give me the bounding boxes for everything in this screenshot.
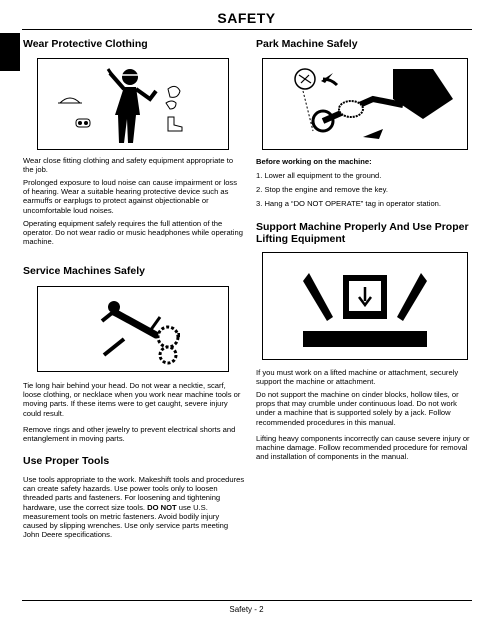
tools-paragraph — [23, 475, 245, 539]
park-step-2: 2. Stop the engine and remove the key. — [256, 185, 388, 194]
wear-paragraph-3: Operating equipment safely requires the full attention of the operator. Do not wear radio or music headphones while operating machine. — [23, 219, 243, 247]
support-paragraph-3: Lifting heavy components incorrectly can cause severe injury or machine damage. Follow recommended procedure for removal and installation of components in the manual. — [256, 434, 470, 462]
wear-paragraph-1: Wear close fitting clothing and safety equipment appropriate to the job. — [23, 156, 234, 175]
figure-service-machines — [37, 286, 229, 372]
park-step-3: 3. Hang a “DO NOT OPERATE” tag in operator station. — [256, 199, 441, 208]
tools-text-do-not: DO NOT — [147, 502, 177, 512]
heading-service-machines-safely: Service Machines Safely — [23, 265, 145, 277]
footer-rule — [22, 600, 472, 601]
park-lead: Before working on the machine: — [256, 157, 372, 166]
wear-paragraph-2: Prolonged exposure to loud noise can cause impairment or loss of hearing. Wear a suitable hearing protective device such as earmuffs or earplugs to protect against objectionable or uncomfortable loud noises. — [23, 178, 238, 215]
heading-use-proper-tools: Use Proper Tools — [23, 455, 110, 467]
support-paragraph-1: If you must work on a lifted machine or attachment, securely support the machine or attachment. — [256, 368, 459, 387]
service-paragraph-1: Tie long hair behind your head. Do not wear a necktie, scarf, loose clothing, or necklace when you work near machine tools or moving parts. If these items were to get caught, severe injury could result. — [23, 381, 241, 418]
figure-support-machine — [262, 252, 468, 360]
park-step-1: 1. Lower all equipment to the ground. — [256, 171, 382, 180]
crushing-hazard-illustration — [263, 253, 467, 359]
figure-park-machine — [262, 58, 468, 150]
header-rule — [22, 29, 472, 30]
tools-text-b: use U.S. measurement tools on metric fasteners. Avoid bodily injury caused by slipping wrenches. Use only service parts meeting John Deere specifications. — [23, 502, 229, 540]
heading-support-machine: Support Machine Properly And Use Proper Lifting Equipment — [256, 221, 469, 245]
page-footer: Safety - 2 — [229, 605, 264, 614]
tools-text-a: Use tools appropriate to the work. Makeshift tools and procedures can create safety hazards. Use power tools only to loosen threaded parts and fasteners. For loosening and tightening hardware, use the correct size tools. — [23, 475, 245, 512]
service-paragraph-2: Remove rings and other jewelry to prevent electrical shorts and entanglement in moving parts. — [23, 425, 236, 444]
section-tab — [0, 33, 20, 71]
page-header-title: SAFETY — [217, 10, 276, 26]
protective-clothing-illustration — [38, 59, 228, 149]
park-machine-illustration — [263, 59, 467, 149]
heading-wear-protective-clothing: Wear Protective Clothing — [23, 38, 148, 50]
figure-protective-clothing — [37, 58, 229, 150]
support-paragraph-2: Do not support the machine on cinder blocks, hollow tiles, or props that may crumble under continuous load. Do not work under a machine that is supported solely by a jack. Follow recommended procedures in this manual. — [256, 390, 459, 427]
heading-park-machine-safely: Park Machine Safely — [256, 38, 358, 50]
entanglement-illustration — [38, 287, 228, 371]
